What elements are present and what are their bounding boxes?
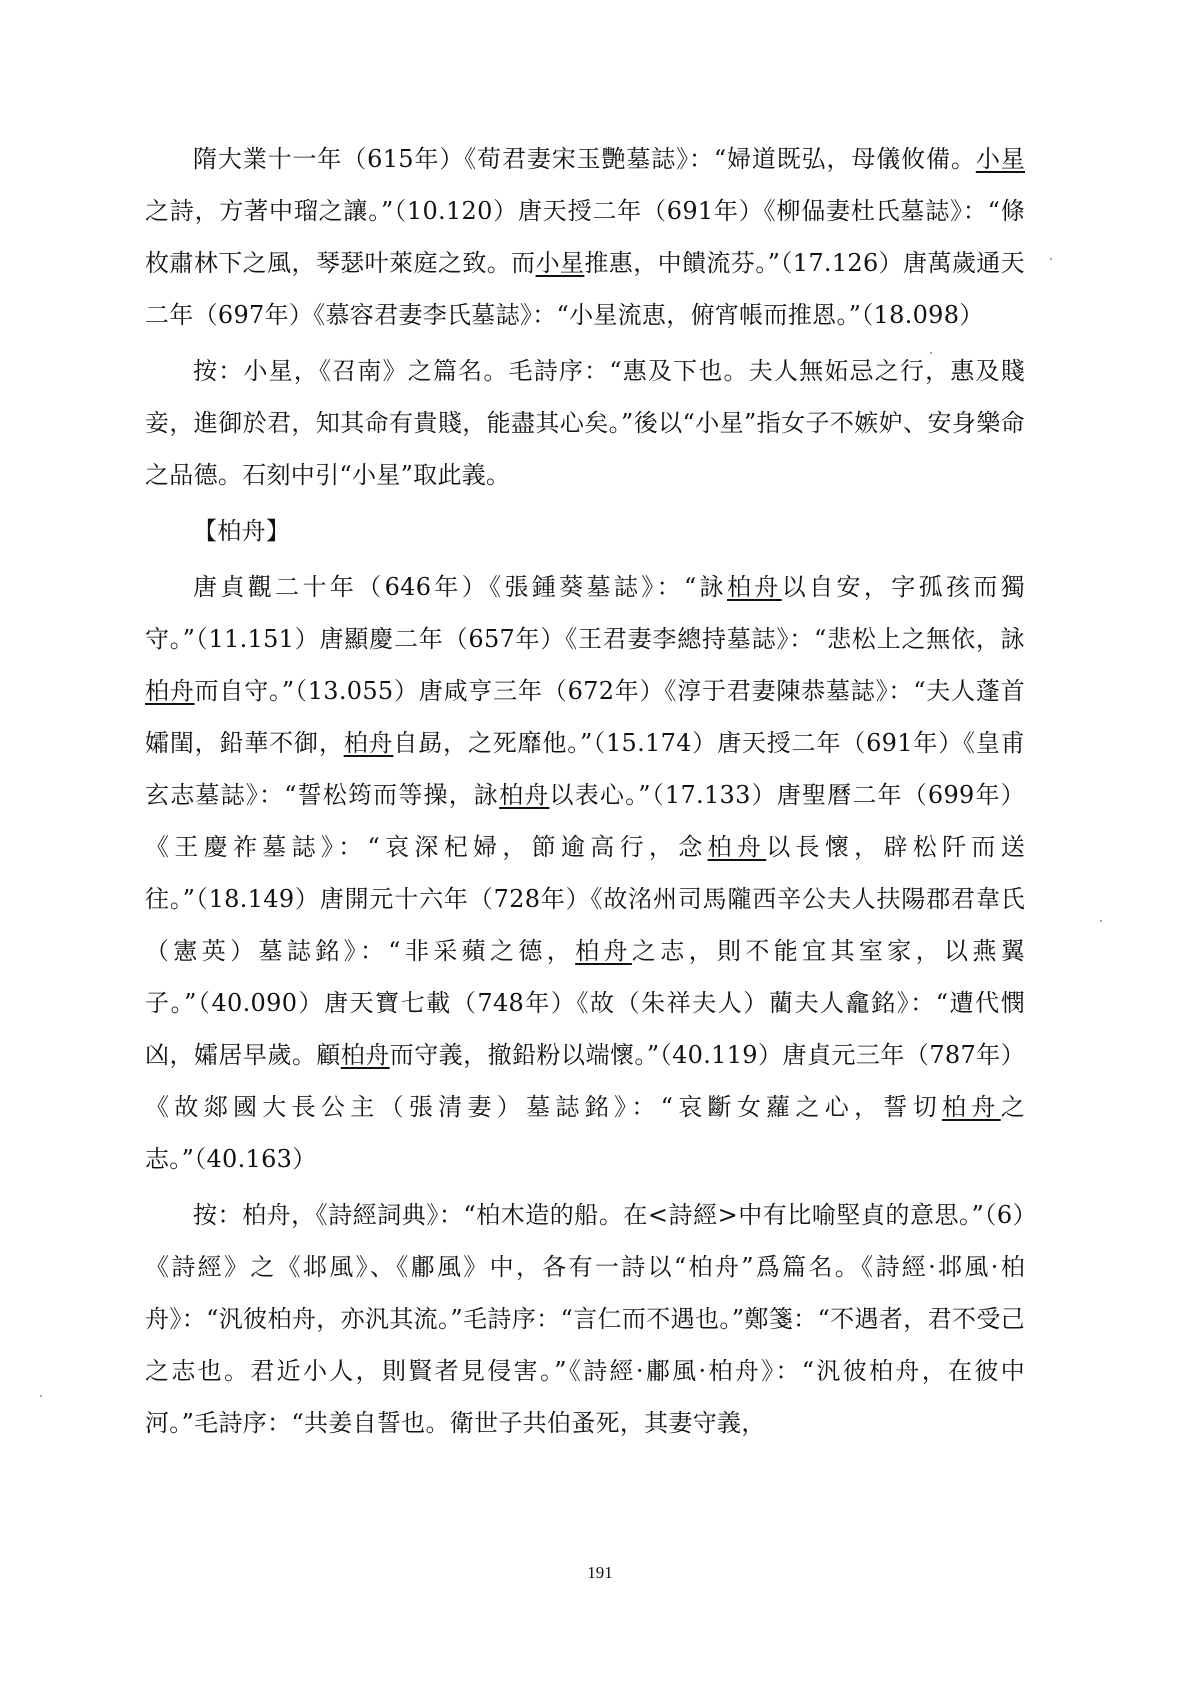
- page-number: 191: [587, 1563, 613, 1582]
- underlined-term: 小星: [535, 249, 585, 277]
- underlined-term: 柏舟: [727, 573, 782, 601]
- scan-speck: [1050, 258, 1052, 260]
- text-run: 唐貞觀二十年（646年）《張鍾葵墓誌》：“詠: [193, 573, 728, 601]
- underlined-term: 柏舟: [942, 1093, 1001, 1121]
- text-run: 推惠，中饋流芬。”（17.126）唐萬歲通天二年（697年）《慕容君妻李氏墓誌》：“小星流恵，俯宵帳而推恩。”（18.098）: [145, 249, 1025, 329]
- scan-speck: [1100, 920, 1102, 922]
- text-run: 按：柏舟，《詩經詞典》：“柏木造的船。在<詩經>中有比喻堅貞的意思。”（6）《詩經》之《邶風》、《鄘風》中，各有一詩以“柏舟”爲篇名。《詩經·邶風·柏舟》：“汎彼柏舟，亦汎其流。”毛詩序：“言仁而不遇也。”鄭箋：“不遇者，君不受己之志也。君近小人，則賢者見侵害。”《詩經·鄘風·柏舟》：“汎彼柏舟，在彼中河。”毛詩序：“共姜自誓也。衛世子共伯蚤死，其妻守義，: [145, 1201, 1025, 1437]
- underlined-term: 柏舟: [707, 833, 767, 861]
- text-run: 自勗，之死靡他。”（15.174）唐天授二年（691年）《皇甫玄志墓誌》：“誓松筠而等操，詠: [145, 729, 1025, 809]
- body-text: [145, 133, 1025, 1453]
- text-run: 以自安，字孤孩而獨守。”（11.151）唐顯慶二年（657年）《王君妻李總持墓誌》：“悲松上之無依，詠: [145, 573, 1025, 653]
- text-run: 以長懷，辟松阡而送往。”（18.149）唐開元十六年（728年）《故洺州司馬隴西辛公夫人扶陽郡君韋氏（憲英）墓誌銘》：“非采蘋之德，: [145, 833, 1025, 965]
- text-run: 按：小星，《召南》之篇名。毛詩序：“惠及下也。夫人無妬忌之行，惠及賤妾，進御於君，知其命有貴賤，能盡其心矣。”後以“小星”指女子不嫉妒、安身樂命之品德。石刻中引“小星”取此義。: [145, 357, 1025, 489]
- underlined-term: 柏舟: [499, 781, 550, 809]
- text-run: 【柏舟】: [193, 517, 291, 545]
- text-run: 之志。”（40.163）: [145, 1093, 1025, 1173]
- scan-speck: [40, 1395, 42, 1397]
- section-heading: [145, 505, 1025, 557]
- text-run: 而自守。”（13.055）唐咸亨三年（672年）《淳于君妻陳恭墓誌》：“夫人蓬首孀閨，鉛華不御，: [145, 677, 1025, 757]
- text-run: 之志，則不能宜其室家，以燕翼子。”（40.090）唐天寶七載（748年）《故（朱祥夫人）藺夫人龕銘》：“遭代憫凶，孀居早歲。顧: [145, 937, 1026, 1069]
- paragraph: [145, 1189, 1025, 1449]
- text-run: 以表心。”（17.133）唐聖曆二年（699年）《王慶祚墓誌》：“哀深杞婦，節逾高行，念: [145, 781, 1025, 861]
- underlined-term: 柏舟: [145, 677, 195, 705]
- scan-speck: [930, 352, 932, 354]
- text-run: 之詩，方著中瑠之讓。”（10.120）唐天授二年（691年）《柳偘妻杜氏墓誌》：“條枚肅林下之風，琴瑟叶萊庭之致。而: [145, 197, 1025, 277]
- paragraph: [145, 345, 1025, 501]
- text-run: 隋大業十一年（615年）《荀君妻宋玉艷墓誌》：“婦道既弘，母儀攸備。: [193, 145, 976, 173]
- underlined-term: 小星: [975, 145, 1025, 173]
- paragraph: [145, 133, 1025, 341]
- underlined-term: 柏舟: [575, 937, 632, 965]
- text-run: 而守義，撤鉛粉以端懷。”（40.119）唐貞元三年（787年）《故郯國大長公主（張清妻）墓誌銘》：“哀斷女蘿之心，誓切: [145, 1041, 1025, 1121]
- paragraph: [145, 561, 1025, 1185]
- underlined-term: 柏舟: [343, 729, 394, 757]
- underlined-term: 柏舟: [340, 1041, 390, 1069]
